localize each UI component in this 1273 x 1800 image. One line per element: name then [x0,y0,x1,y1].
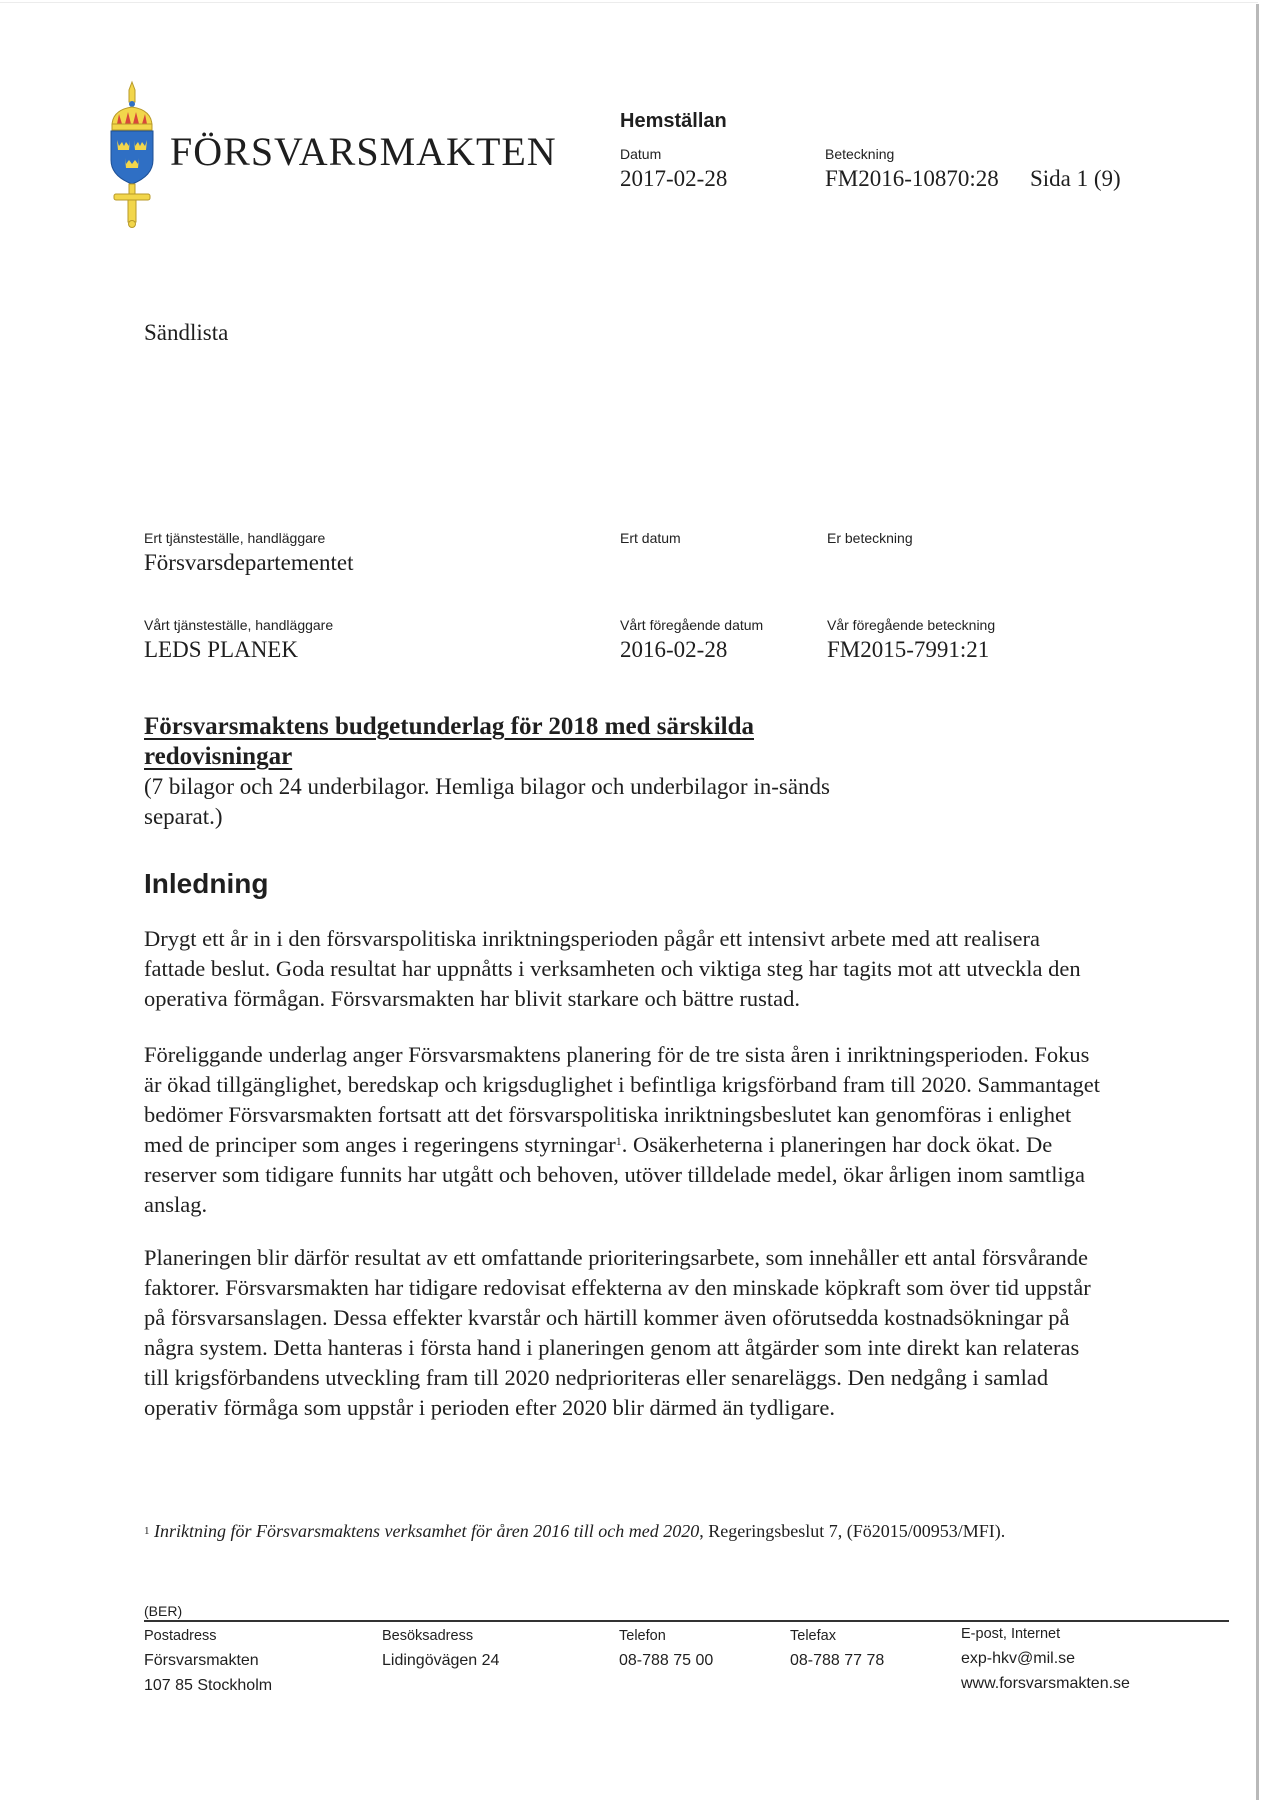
your-office-label: Ert tjänsteställe, handläggare [144,530,326,546]
your-date-label: Ert datum [620,530,681,546]
paragraph-1: Drygt ett år in i den försvarspolitiska inriktningsperioden pågår ett intensivt arbete med att realisera fattade beslut. Goda resultat har uppnåtts i verksamheten och viktiga steg har tagits mot att utveckla den operativa förmågan. Försvarsmakten har blivit starkare och bättre rustad. [144,926,1081,1011]
our-prev-date-value: 2016-02-28 [620,637,728,662]
page-indicator: Sida 1 (9) [1030,166,1121,191]
our-office-value: LEDS PLANEK [144,637,298,662]
visit-value: Lidingövägen 24 [382,1652,500,1669]
visit-label: Besöksadress [382,1628,474,1644]
phone-value: 08-788 75 00 [619,1652,714,1669]
paragraph-3: Planeringen blir därför resultat av ett omfattande prioriteringsarbete, som innehåller ett antal försvårande faktorer. Försvarsmakten har tidigare redovisat effekterna av den minskade köpkraft som över tid uppstår på försvarsanslagen. Dessa effekter kvarstår och härtill kommer även oförutsedda kostnadsökningar på några system. Detta hanteras i första hand i planeringen genom att åtgärder som inte direkt kan relateras till krigsförbandens utveckling fram till 2020 nedprioriteras eller senareläggs. Den nedgång i samlad operativ förmåga som uppstår i perioden efter 2020 blir därmed än tydligare. [144,1245,1091,1420]
page-top-edge [0,2,1258,3]
section-heading: Inledning [144,868,269,899]
our-prev-reference-label: Vår föregående beteckning [827,617,996,633]
footnote [144,1518,1024,1545]
our-office-label: Vårt tjänsteställe, handläggare [144,617,334,633]
date-value: 2017-02-28 [620,166,728,191]
paragraph-2-part-1: Föreliggande underlag anger Försvarsmaktens planering för de tre sista åren i inriktningsperioden. Fokus är ökad tillgänglighet, beredskap och krigsduglighet i befintliga krigsförband fram till 2020. Sammantaget bedömer Försvarsmakten fortsatt att det försvarspolitiska inriktningsbeslutet kan genomföras i enlighet med de principer som anges i regeringens styrningar [144,1042,1101,1157]
organization-name: FÖRSVARSMAKTEN [170,129,557,174]
your-office-value: Försvarsdepartementet [144,550,354,575]
footnote-title: Inriktning för Försvarsmaktens verksamhet för åren 2016 till och med 2020 [154,1521,700,1541]
email-label: E-post, Internet [961,1626,1061,1642]
phone-label: Telefon [619,1628,666,1644]
footnote-number: 1 [144,1525,150,1537]
our-prev-date-label: Vårt föregående datum [620,617,764,633]
fax-value: 08-788 77 78 [790,1652,885,1669]
reference-value: FM2016-10870:28 [825,166,999,191]
distribution-label: Sändlista [144,320,229,345]
fax-label: Telefax [790,1628,836,1644]
subject-note: (7 bilagor och 24 underbilagor. Hemliga bilagor och underbilagor in-sänds separat.) [144,774,830,829]
paragraph-2 [144,1040,1104,1220]
website-link[interactable]: www.forsvarsmakten.se [961,1675,1130,1692]
subject-title: Försvarsmaktens budgetunderlag för 2018 med särskilda redovisningar [144,713,754,770]
postal-line-1: Försvarsmakten [144,1652,259,1669]
your-reference-label: Er beteckning [827,530,913,546]
footnote-rest: , Regeringsbeslut 7, (Fö2015/00953/MFI). [699,1521,1006,1541]
swedish-armed-forces-crest-icon [108,80,156,228]
footer-code: (BER) [144,1603,183,1619]
paragraph-2-part-2: . Osäkerheterna i planeringen har dock ökat. De reserver som tidigare funnits har utgått och behoven, utöver tilldelade medel, ökar årligen inom samtliga anslag. [144,1132,1085,1217]
footnote-reference[interactable]: 1 [615,1134,622,1148]
page-right-edge [1256,4,1259,1800]
footer-divider [144,1620,1229,1622]
email-link[interactable]: exp-hkv@mil.se [961,1650,1076,1667]
postal-label: Postadress [144,1628,217,1644]
date-label: Datum [620,146,662,162]
our-prev-reference-value: FM2015-7991:21 [827,637,990,662]
reference-label: Beteckning [825,146,895,162]
postal-line-2: 107 85 Stockholm [144,1677,273,1694]
document-type: Hemställan [620,110,727,132]
